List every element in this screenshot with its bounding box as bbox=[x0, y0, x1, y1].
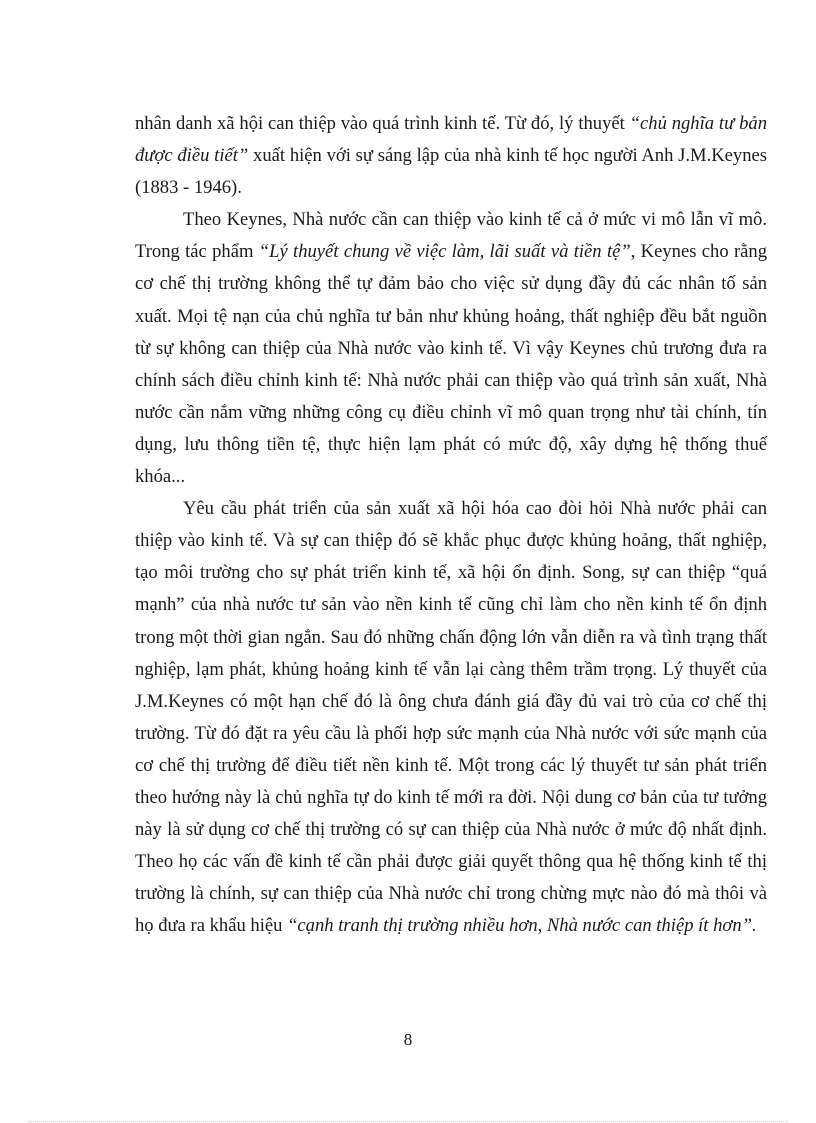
paragraph-2 bbox=[135, 204, 767, 493]
text-segment: Yêu cầu phát triển của sản xuất xã hội hóa cao đòi hỏi Nhà nước phải can thiệp vào kinh tế. Và sự can thiệp đó sẽ khắc phục được khủng hoảng, thất nghiệp, tạo môi trường cho sự phát triển kinh tế, xã hội ổn định. Song, sự can thiệp “quá mạnh” của nhà nước tư sản vào nền kinh tế cũng chỉ làm cho nền kinh tế ổn định trong một thời gian ngắn. Sau đó những chấn động lớn vẫn diễn ra và tình trạng thất nghiệp, lạm phát, khủng hoảng kinh tế vẫn lại càng thêm trầm trọng. Lý thuyết của J.M.Keynes có một hạn chế đó là ông chưa đánh giá đầy đủ vai trò của cơ chế thị trường. Từ đó đặt ra yêu cầu là phối hợp sức mạnh của Nhà nước với sức mạnh của cơ chế thị trường để điều tiết nền kinh tế. Một trong các lý thuyết tư sản phát triển theo hướng này là chủ nghĩa tự do kinh tế mới ra đời. Nội dung cơ bản của tư tưởng này là sử dụng cơ chế thị trường có sự can thiệp của Nhà nước ở mức độ nhất định. Theo họ các vấn đề kinh tế cần phải được giải quyết thông qua hệ thống kinh tế thị trường là chính, sự can thiệp của Nhà nước chỉ trong chừng mực nào đó mà thôi và họ đưa ra khẩu hiệu bbox=[135, 498, 767, 937]
paragraph-1 bbox=[135, 108, 767, 204]
paragraph-3 bbox=[135, 493, 767, 942]
italic-quote: “chủ nghĩa tư bản được điều tiết” bbox=[135, 113, 767, 167]
text-segment: nhân danh xã hội can thiệp vào quá trình kinh tế. Từ đó, lý thuyết bbox=[135, 113, 630, 134]
body-text bbox=[135, 108, 767, 942]
italic-quote: “cạnh tranh thị trường nhiều hơn, Nhà nước can thiệp ít hơn”. bbox=[287, 915, 757, 937]
italic-quote: “Lý thuyết chung về việc làm, lãi suất và tiền tệ” bbox=[258, 241, 631, 263]
page-bottom-divider bbox=[28, 1121, 788, 1122]
text-segment: xuất hiện với sự sáng lập của nhà kinh tế học người Anh J.M.Keynes (1883 - 1946). bbox=[135, 145, 767, 199]
page-number: 8 bbox=[403, 1030, 413, 1049]
text-segment: Theo Keynes, Nhà nước cần can thiệp vào kinh tế cả ở mức vi mô lẫn vĩ mô. Trong tác phẩm bbox=[135, 209, 767, 263]
text-segment: , Keynes cho rằng cơ chế thị trường không thể tự đảm bảo cho việc sử dụng đầy đủ các nhân tố sản xuất. Mọi tệ nạn của chủ nghĩa tư bản như khủng hoảng, thất nghiệp đều bắt nguồn từ sự không can thiệp của Nhà nước vào kinh tế. Vì vậy Keynes chủ trương đưa ra chính sách điều chỉnh kinh tế: Nhà nước phải can thiệp vào quá trình sản xuất, Nhà nước cần nắm vững những công cụ điều chỉnh vĩ mô quan trọng như tài chính, tín dụng, lưu thông tiền tệ, thực hiện lạm phát có mức độ, xây dựng hệ thống thuế khóa... bbox=[135, 241, 767, 488]
